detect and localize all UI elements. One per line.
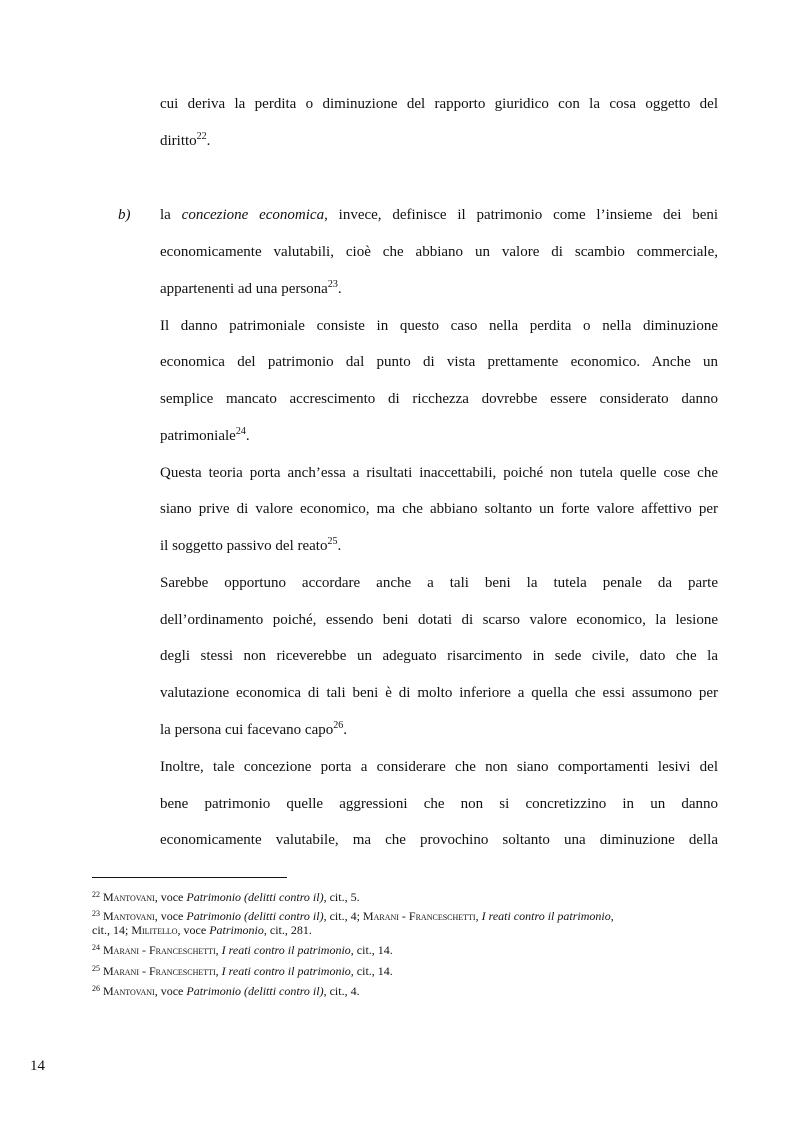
text-line-6: Il danno patrimoniale consiste in questo caso nella perdita o nella diminuzione <box>160 318 718 334</box>
footnote-22: $^{22}$ Mantovani, voce Patrimonio (delitti contro il), cit., 5. <box>92 890 360 904</box>
footnote-ref-22: 22 <box>196 131 207 142</box>
footnote-ref-25: 25 <box>327 536 338 547</box>
text-line-14: dell’ordinamento poiché, essendo beni dotati di scarso valore economico, la lesione <box>160 612 718 628</box>
text-line-10: Questa teoria porta anch’essa a risultati inaccettabili, poiché non tutela quelle cose che <box>160 465 718 481</box>
footnote-25: $^{25}$ Marani - Franceschetti, I reati contro il patrimonio, cit., 14. <box>92 964 393 978</box>
footnote-ref-23: 23 <box>327 279 338 290</box>
text-line-4: economicamente valutabili, cioè che abbiano un valore di scambio commerciale, <box>160 244 718 260</box>
page-number: 14 <box>30 1058 45 1074</box>
text-line-11: siano prive di valore economico, ma che abbiano soltanto un forte valore affettivo per <box>160 501 718 517</box>
text-line-19: bene patrimonio quelle aggressioni che non si concretizzino in un danno <box>160 796 718 812</box>
footnote-23: $^{23}$ Mantovani, voce Patrimonio (delitti contro il), cit., 4; Marani - Franceschetti, I reati contro il patrimonio, <box>92 909 614 923</box>
text-line-16: valutazione economica di tali beni è di molto inferiore a quella che essi assumono per <box>160 685 718 701</box>
text-line-5: appartenenti ad una persona$^{23}$. <box>160 279 342 297</box>
text-line-18: Inoltre, tale concezione porta a considerare che non siano comportamenti lesivi del <box>160 759 718 775</box>
text-line-8: semplice mancato accrescimento di ricchezza dovrebbe essere considerato danno <box>160 391 718 407</box>
list-label-b: b) <box>118 207 131 223</box>
text-line-7: economica del patrimonio dal punto di vista prettamente economico. Anche un <box>160 354 718 370</box>
text-line-13: Sarebbe opportuno accordare anche a tali beni la tutela penale da parte <box>160 575 718 591</box>
text-line-1: cui deriva la perdita o diminuzione del rapporto giuridico con la cosa oggetto del <box>160 96 718 112</box>
text-line-20: economicamente valutabile, ma che provochino soltanto una diminuzione della <box>160 832 718 848</box>
footnote-separator <box>92 877 287 878</box>
text-line-12: il soggetto passivo del reato$^{25}$. <box>160 536 342 554</box>
footnote-23-line-2: cit., 14; Militello, voce Patrimonio, cit., 281. <box>92 923 312 937</box>
footnote-ref-24: 24 <box>235 426 246 437</box>
text-line-9: patrimoniale$^{24}$. <box>160 426 250 444</box>
footnote-24: $^{24}$ Marani - Franceschetti, I reati contro il patrimonio, cit., 14. <box>92 943 393 957</box>
footnote-26: $^{26}$ Mantovani, voce Patrimonio (delitti contro il), cit., 4. <box>92 984 360 998</box>
text-line-2: diritto$^{22}$. <box>160 131 211 149</box>
text-line-15: degli stessi non riceverebbe un adeguato risarcimento in sede civile, dato che la <box>160 648 718 664</box>
text-line-3: la concezione economica, invece, definisce il patrimonio come l’insieme dei beni <box>160 207 719 223</box>
text-line-17: la persona cui facevano capo$^{26}$. <box>160 720 347 738</box>
footnote-ref-26: 26 <box>333 720 344 731</box>
